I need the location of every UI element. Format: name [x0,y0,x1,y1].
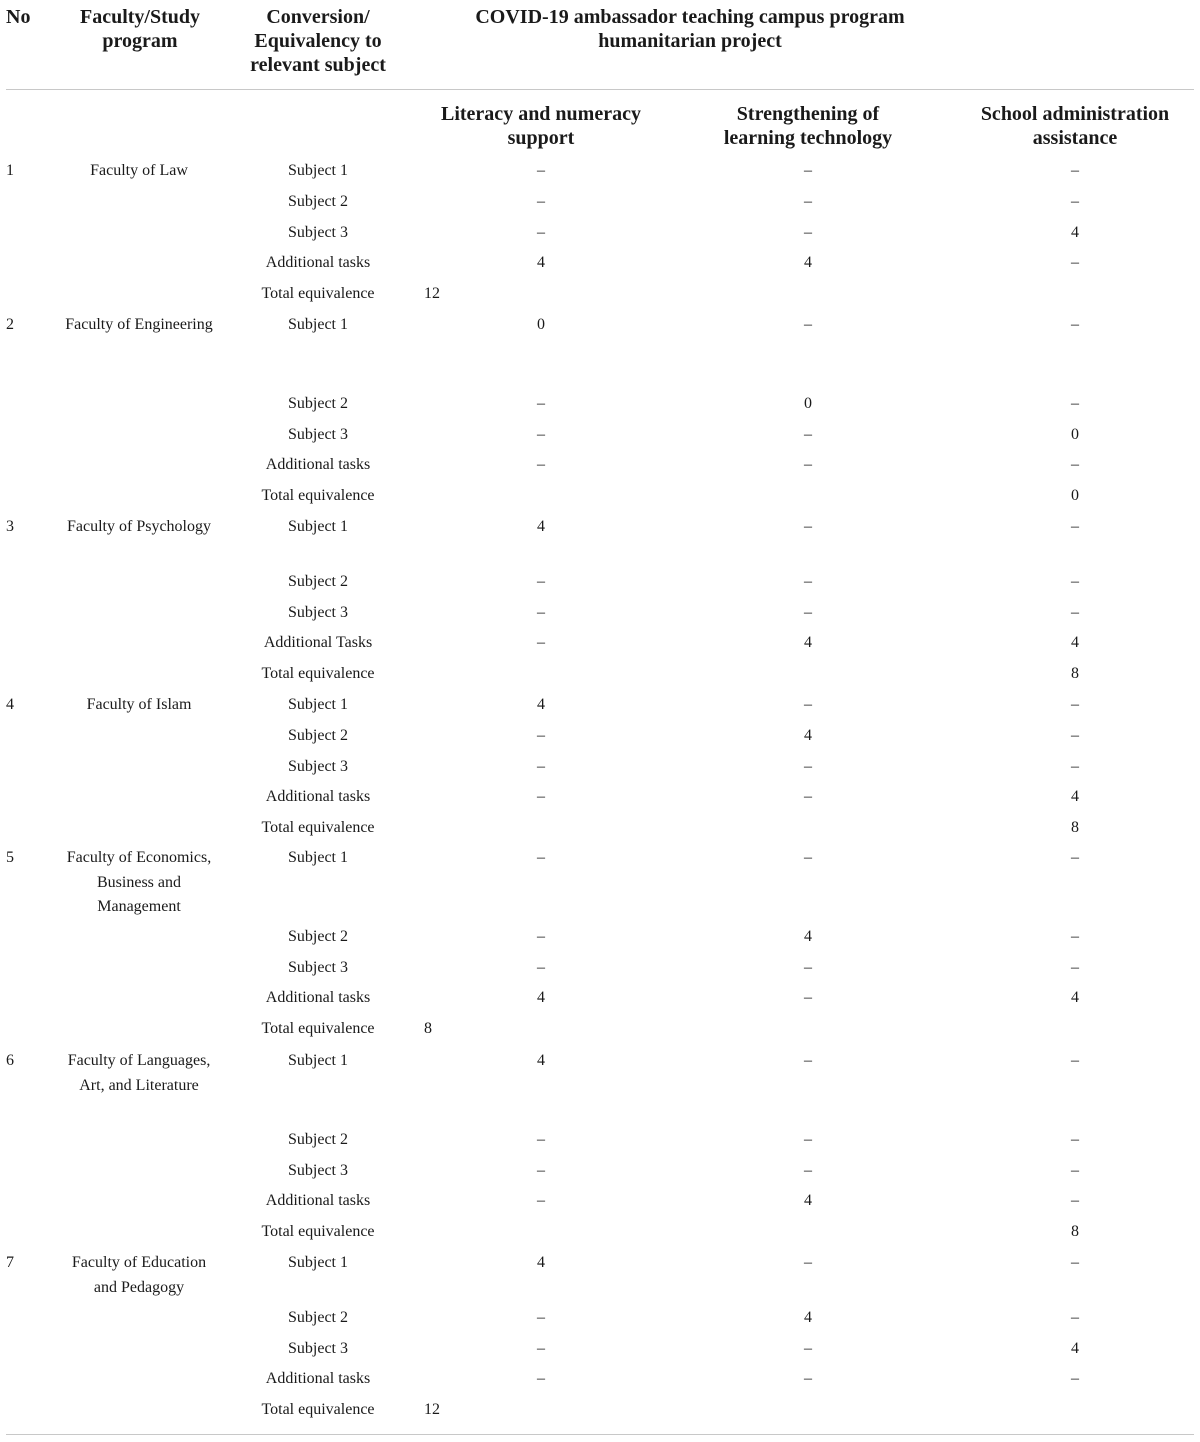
equivalence-value: – [537,788,545,806]
equivalence-value: – [1071,757,1079,775]
equivalence-value: – [1071,162,1079,179]
equivalence-value: – [537,757,545,775]
equivalence-value: – [804,425,812,443]
equivalence-value: – [537,1130,545,1148]
subject-label: Subject 2 [288,192,348,210]
total-value: 8 [1071,1223,1079,1241]
faculty-name: Faculty of Economics, Business and Management [66,849,212,916]
subject-label: Subject 1 [288,316,348,333]
equivalence-value: 4 [804,1308,812,1326]
equivalence-value: – [537,425,545,443]
equivalence-value: – [1071,1052,1079,1069]
total-label: Total equivalence [261,285,375,303]
row-number: 6 [6,1052,14,1069]
header-technology: Strengthening of learning technology [723,103,893,149]
subject-label: Subject 1 [288,1254,348,1271]
equivalence-value: – [804,603,812,621]
header-faculty: Faculty/Study program [79,6,201,52]
equivalence-value: – [804,989,812,1007]
equivalence-value: – [537,394,545,412]
total-label: Total equivalence [261,665,375,683]
subject-label: Subject 2 [288,927,348,945]
equivalence-value: – [537,927,545,945]
equivalence-value: – [1071,849,1079,866]
equivalence-value: – [1071,1308,1079,1326]
faculty-name: Faculty of Education and Pedagogy [71,1254,207,1296]
equivalence-value: – [804,788,812,806]
equivalence-value: – [804,162,812,179]
total-value: 8 [1071,665,1079,683]
equivalence-value: – [1071,456,1079,474]
subject-label: Subject 3 [288,1339,348,1357]
subject-label: Subject 2 [288,726,348,744]
equivalence-value: 4 [804,1192,812,1210]
subject-label: Subject 3 [288,603,348,621]
equivalence-value: – [804,1130,812,1148]
equivalence-value: 4 [537,696,545,713]
equivalence-value: – [804,572,812,590]
equivalence-value: 0 [537,316,545,333]
equivalence-value: – [804,1254,812,1271]
equivalence-value: – [537,603,545,621]
equivalence-value: – [804,696,812,713]
row-number: 3 [6,518,14,535]
equivalence-value: 4 [1071,989,1079,1007]
subject-label: Subject 2 [288,572,348,590]
subject-label: Subject 1 [288,162,348,179]
equivalence-value: – [537,726,545,744]
equivalence-value: 0 [804,394,812,412]
total-label: Total equivalence [261,1401,375,1419]
equivalence-value: – [537,1308,545,1326]
equivalence-value: – [537,1161,545,1179]
equivalence-value: 0 [1071,425,1079,443]
equivalence-value: – [1071,696,1079,713]
equivalence-value: – [1071,1192,1079,1210]
equivalence-value: – [804,518,812,535]
subject-label: Subject 2 [288,394,348,412]
equivalence-value: – [1071,316,1079,333]
equivalence-value: 4 [537,518,545,535]
equivalence-value: 4 [1071,223,1079,241]
equivalence-value: – [1071,927,1079,945]
equivalence-value: – [1071,726,1079,744]
equivalence-value: 4 [804,634,812,652]
equivalence-value: – [537,192,545,210]
row-number: 5 [6,849,14,866]
subject-label: Subject 2 [288,1308,348,1326]
equivalence-value: – [1071,1161,1079,1179]
row-number: 4 [6,696,14,713]
equivalence-value: – [537,1339,545,1357]
equivalence-value: – [1071,1130,1079,1148]
total-value: 8 [1071,819,1079,837]
faculty-name: Faculty of Law [90,162,188,179]
equivalence-value: 4 [804,254,812,272]
equivalence-value: – [804,192,812,210]
equivalence-value: – [1071,1254,1079,1271]
row-number: 7 [6,1254,14,1271]
subject-label: Subject 2 [288,1130,348,1148]
subject-label: Subject 1 [288,1052,348,1069]
equivalence-value: – [1071,518,1079,535]
total-value: 12 [424,1401,440,1419]
equivalence-value: – [537,162,545,179]
equivalence-value: 4 [1071,1339,1079,1357]
header-literacy: Literacy and numeracy support [441,103,641,149]
equivalence-value: – [537,1370,545,1388]
faculty-name: Faculty of Islam [86,696,192,713]
subject-label: Subject 1 [288,696,348,713]
equivalence-value: 4 [537,1254,545,1271]
equivalence-value: – [537,456,545,474]
equivalence-value: – [537,1192,545,1210]
row-number: 1 [6,162,14,179]
subject-label: Subject 3 [288,1161,348,1179]
equivalence-value: – [1071,603,1079,621]
equivalence-value: – [804,223,812,241]
subject-label: Subject 3 [288,425,348,443]
equivalence-value: – [1071,958,1079,976]
equivalence-value: – [804,456,812,474]
total-value: 0 [1071,487,1079,505]
total-value: 12 [424,285,440,303]
equivalence-value: 4 [1071,788,1079,806]
subject-label: Subject 3 [288,223,348,241]
faculty-name: Faculty of Psychology [67,518,211,535]
equivalence-value: – [1071,394,1079,412]
subject-label: Additional tasks [265,1192,371,1210]
equivalence-value: 4 [537,989,545,1007]
equivalence-value: 4 [537,1052,545,1069]
header-no: No [6,6,31,28]
equivalence-value: – [1071,1370,1079,1388]
equivalence-value: – [804,958,812,976]
subject-label: Additional tasks [265,788,371,806]
subject-label: Additional Tasks [263,634,373,652]
subject-label: Additional tasks [265,254,371,272]
equivalence-value: – [804,1370,812,1388]
bottom-rule [6,1434,1194,1435]
total-value: 8 [424,1020,432,1038]
subject-label: Subject 1 [288,518,348,535]
equivalence-value: 4 [537,254,545,272]
total-label: Total equivalence [261,1223,375,1241]
equivalence-value: – [537,223,545,241]
subject-label: Additional tasks [265,456,371,474]
equivalence-value: – [1071,572,1079,590]
header-project-group: COVID-19 ambassador teaching campus program humanitarian project [475,6,905,52]
total-label: Total equivalence [261,819,375,837]
row-number: 2 [6,316,14,333]
subject-label: Additional tasks [265,1370,371,1388]
equivalence-value: – [537,634,545,652]
header-conversion: Conversion/ Equivalency to relevant subject [250,6,386,76]
equivalence-value: 4 [804,726,812,744]
faculty-name: Faculty of Engineering [65,316,213,333]
faculty-name: Faculty of Languages, Art, and Literature [67,1052,211,1094]
subject-label: Subject 1 [288,849,348,866]
subject-label: Subject 3 [288,958,348,976]
equivalence-value: – [804,1339,812,1357]
equivalence-value: 4 [804,927,812,945]
equivalence-value: – [537,572,545,590]
equivalence-value: – [804,1052,812,1069]
total-label: Total equivalence [261,1020,375,1038]
equivalence-value: – [1071,192,1079,210]
equivalence-value: – [804,316,812,333]
equivalence-value: – [537,849,545,866]
equivalence-value: – [1071,254,1079,272]
equivalence-value: – [537,958,545,976]
equivalence-value: – [804,757,812,775]
equivalence-value: 4 [1071,634,1079,652]
equivalence-value: – [804,1161,812,1179]
total-label: Total equivalence [261,487,375,505]
subject-label: Additional tasks [265,989,371,1007]
header-administration: School administration assistance [980,103,1170,149]
header-rule [6,89,1194,90]
subject-label: Subject 3 [288,757,348,775]
equivalence-value: – [804,849,812,866]
